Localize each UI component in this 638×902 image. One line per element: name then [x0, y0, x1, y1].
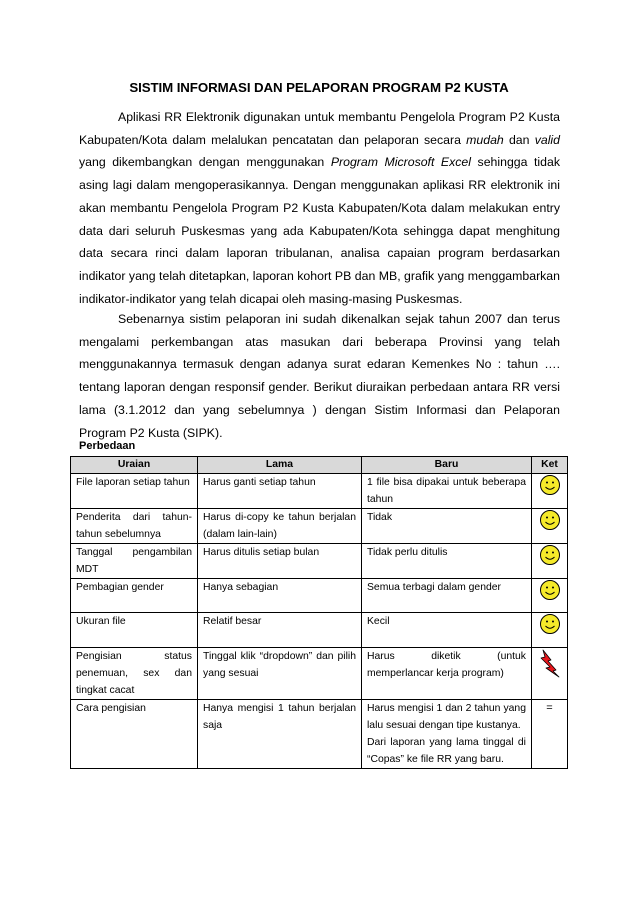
cell-ket — [532, 648, 568, 700]
smiley-icon — [539, 474, 561, 496]
cell-lama: Harus ganti setiap tahun — [198, 474, 362, 509]
text-run: sehingga tidak asing lagi dalam mengoperasikannya. Dengan menggunakan aplikasi RR elektronik ini akan membantu Pengelola Program P2 Kusta Kabupaten/Kota dalam melakukan entry data dari seluruh Puskesmas yang ada Kabupaten/Kota sehingga dapat menghitung data secara rinci dalam laporan tribulanan, analisa capaian program berdasarkan indikator yang telah ditetapkan, laporan kohort PB dan MB, grafik yang menggambarkan indikator-indikator yang telah dicapai oleh masing-masing Puskesmas. — [79, 155, 560, 306]
cell-uraian: Tanggal pengambilan MDT — [71, 544, 198, 579]
cell-uraian: Cara pengisian — [71, 700, 198, 769]
table-row — [71, 474, 568, 509]
equal-mark: = — [546, 702, 553, 714]
smiley-icon — [539, 579, 561, 601]
smiley-icon — [539, 613, 561, 635]
cell-baru: Harus diketik (untuk memperlancar kerja program) — [362, 648, 532, 700]
cell-lama: Hanya sebagian — [198, 579, 362, 613]
page-title: SISTIM INFORMASI DAN PELAPORAN PROGRAM P2 KUSTA — [129, 80, 509, 95]
table-row — [71, 509, 568, 544]
cell-ket — [532, 579, 568, 613]
cell-ket — [532, 700, 568, 769]
smiley-icon — [539, 544, 561, 566]
table-row — [71, 700, 568, 769]
cell-baru-line: Harus mengisi 1 dan 2 tahun yang lalu sesuai dengan tipe kustanya. — [367, 703, 526, 731]
table-row — [71, 544, 568, 579]
comparison-table — [70, 456, 568, 769]
table-row — [71, 648, 568, 700]
cell-lama: Hanya mengisi 1 tahun berjalan saja — [198, 700, 362, 769]
header-uraian: Uraian — [71, 457, 198, 474]
cell-lama: Harus di-copy ke tahun berjalan (dalam lain-lain) — [198, 509, 362, 544]
table-row — [71, 579, 568, 613]
history-paragraph: Sebenarnya sistim pelaporan ini sudah dikenalkan sejak tahun 2007 dan terus mengalami perkembangan atas masukan dari beberapa Provinsi yang telah menggunakannya termasuk dengan adanya surat edaran Kemenkes No : tahun …. tentang laporan dengan responsif gender. Berikut diuraikan perbedaan antara RR versi lama (3.1.2012 dan yang sebelumnya ) dengan Sistim Informasi dan Pelaporan Program P2 Kusta (SIPK). — [79, 312, 560, 440]
cell-uraian: Pengisian status penemuan, sex dan tingkat cacat — [71, 648, 198, 700]
cell-ket — [532, 509, 568, 544]
smiley-icon — [539, 509, 561, 531]
cell-lama: Harus ditulis setiap bulan — [198, 544, 362, 579]
cell-baru: 1 file bisa dipakai untuk beberapa tahun — [362, 474, 532, 509]
cell-lama: Tinggal klik “dropdown” dan pilih yang sesuai — [198, 648, 362, 700]
cell-baru-extra: Dari laporan yang lama tinggal di “Copas” ke file RR yang baru. — [367, 737, 526, 765]
table-row — [71, 613, 568, 648]
text-run: Aplikasi RR Elektronik digunakan untuk membantu Pengelola Program P2 Kusta Kabupaten/Kota dalam melalukan pencatatan dan pelaporan secara — [79, 110, 560, 147]
lightning-icon — [539, 648, 561, 678]
emphasis-valid: valid — [534, 132, 560, 147]
table-header-row — [71, 457, 568, 474]
intro-paragraph — [79, 106, 560, 310]
cell-uraian: Ukuran file — [71, 613, 198, 648]
header-baru: Baru — [362, 457, 532, 474]
header-ket: Ket — [532, 457, 568, 474]
emphasis-program-excel: Program Microsoft Excel — [330, 155, 472, 170]
header-lama: Lama — [198, 457, 362, 474]
cell-ket — [532, 474, 568, 509]
text-run: dan — [503, 132, 535, 147]
cell-baru — [362, 700, 532, 769]
cell-baru: Tidak — [362, 509, 532, 544]
cell-ket — [532, 544, 568, 579]
text-run: yang dikembangkan dengan menggunakan — [79, 155, 331, 170]
cell-baru: Tidak perlu ditulis — [362, 544, 532, 579]
cell-baru: Semua terbagi dalam gender — [362, 579, 532, 613]
cell-lama: Relatif besar — [198, 613, 362, 648]
cell-uraian: File laporan setiap tahun — [71, 474, 198, 509]
section-label: Perbedaan — [79, 440, 136, 452]
cell-baru: Kecil — [362, 613, 532, 648]
emphasis-mudah: mudah — [466, 132, 504, 147]
cell-uraian: Pembagian gender — [71, 579, 198, 613]
cell-uraian: Penderita dari tahun-tahun sebelumnya — [71, 509, 198, 544]
cell-ket — [532, 613, 568, 648]
